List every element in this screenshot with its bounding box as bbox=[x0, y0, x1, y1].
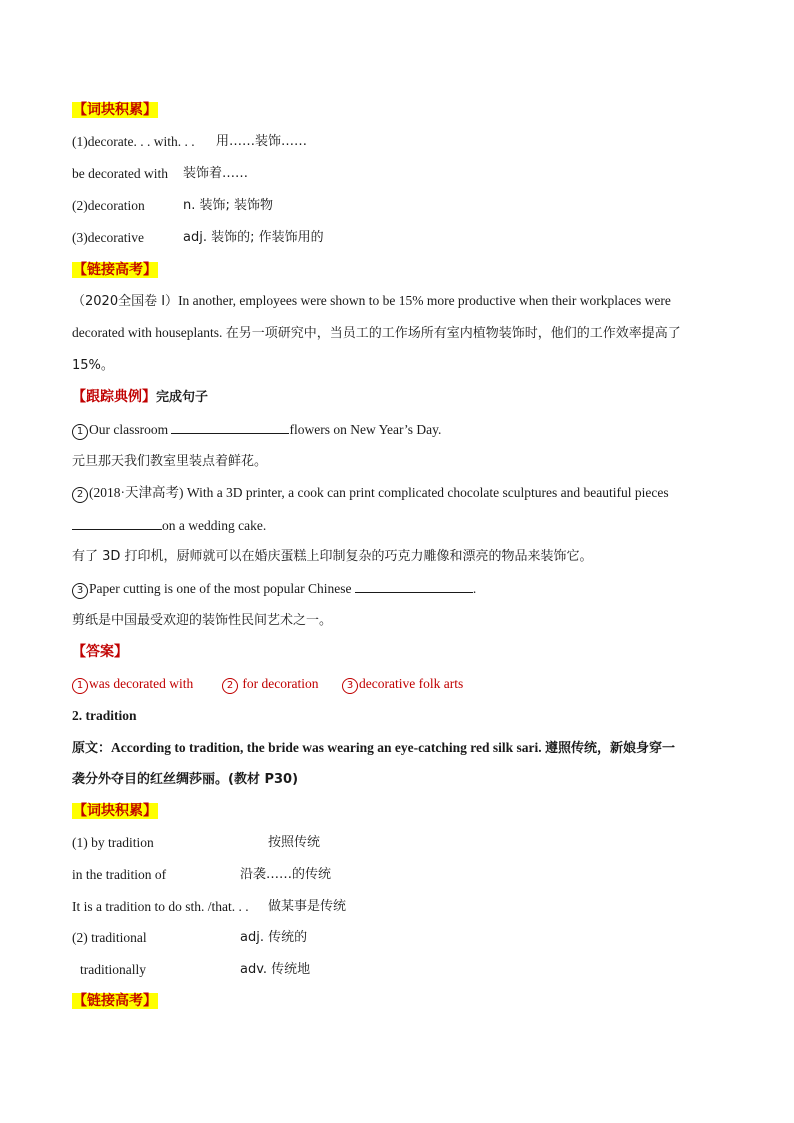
answer-blank[interactable] bbox=[171, 420, 289, 434]
vocab-tag-label: 【词块积累】 bbox=[73, 803, 157, 819]
original-line-2 bbox=[72, 770, 298, 789]
vocab-cn: 装饰着…… bbox=[183, 166, 249, 181]
q1-cn: 元旦那天我们教室里装点着鲜花。 bbox=[72, 454, 268, 469]
vocab-cn: adj. 传统的 bbox=[240, 930, 308, 945]
exam-line-1 bbox=[72, 292, 671, 311]
original-line-1 bbox=[72, 739, 675, 758]
vocab-en: in the tradition of bbox=[72, 867, 167, 882]
vocab-cn: n. 装饰; 装饰物 bbox=[183, 198, 274, 213]
vocab-en: traditionally bbox=[80, 962, 146, 977]
circled-number: 1 bbox=[72, 424, 88, 440]
question-1 bbox=[72, 420, 441, 440]
vocab-cn: adv. 传统地 bbox=[240, 962, 311, 977]
q2-after: on a wedding cake. bbox=[162, 518, 267, 533]
track-tag-label: 【跟踪典例】 bbox=[72, 389, 156, 405]
answer-text: for decoration bbox=[242, 676, 319, 691]
vocab-tag bbox=[72, 802, 158, 820]
circled-number: 1 bbox=[72, 678, 88, 694]
vocab-item bbox=[72, 197, 274, 215]
answer-line bbox=[72, 675, 464, 694]
answer-blank[interactable] bbox=[355, 579, 473, 593]
vocab-item bbox=[72, 834, 321, 852]
section-heading: 2. tradition bbox=[72, 708, 137, 723]
vocab-item bbox=[72, 165, 249, 183]
exam-en-1: In another, employees were shown to be 15% more productive when their workplaces were bbox=[178, 293, 671, 308]
vocab-en: (2)decoration bbox=[72, 198, 145, 213]
exam-cn-3: 15%。 bbox=[72, 358, 114, 373]
exam-source: （2020全国卷 I） bbox=[72, 294, 179, 309]
answer-blank[interactable] bbox=[72, 516, 162, 530]
q3-after: . bbox=[472, 581, 477, 596]
exam-tag-label: 【链接高考】 bbox=[73, 262, 157, 278]
vocab-en: (1)decorate. . . with. . . bbox=[72, 134, 195, 149]
exam-tag-label: 【链接高考】 bbox=[73, 993, 157, 1009]
vocab-en: It is a tradition to do sth. /that. . . bbox=[72, 899, 249, 914]
orig-en: According to tradition, the bride was wearing an eye-catching red silk sari. bbox=[111, 740, 542, 755]
exam-tag bbox=[72, 261, 158, 279]
orig-label: 原文： bbox=[72, 741, 112, 756]
q3-before: Paper cutting is one of the most popular Chinese bbox=[89, 581, 352, 596]
answer-item bbox=[222, 675, 318, 694]
answer-tag bbox=[72, 643, 128, 661]
vocab-item bbox=[72, 929, 308, 947]
answer-tag-label: 【答案】 bbox=[72, 644, 128, 660]
answer-text: decorative folk arts bbox=[359, 676, 464, 691]
question-1-cn bbox=[72, 452, 267, 471]
exam-cn-2: 在另一项研究中，当员工的工作场所有室内植物装饰时，他们的工作效率提高了 bbox=[225, 326, 681, 341]
answer-item bbox=[72, 676, 193, 691]
circled-number: 3 bbox=[342, 678, 358, 694]
vocab-item bbox=[80, 961, 311, 979]
q2-text: (2018·天津高考) With a 3D printer, a cook can print complicated chocolate sculptures and beautiful pieces bbox=[89, 485, 669, 500]
exam-en-2: decorated with houseplants. bbox=[72, 325, 223, 340]
q2-cn: 有了 3D 打印机，厨师就可以在婚庆蛋糕上印制复杂的巧克力雕像和漂亮的物品来装饰它。 bbox=[72, 549, 593, 564]
vocab-cn: adj. 装饰的; 作装饰用的 bbox=[183, 230, 324, 245]
exam-tag bbox=[72, 992, 158, 1010]
vocab-item bbox=[72, 133, 308, 151]
track-tag bbox=[72, 388, 208, 407]
exam-line-3 bbox=[72, 356, 114, 375]
vocab-en: (1) by tradition bbox=[72, 835, 154, 850]
circled-number: 2 bbox=[222, 678, 238, 694]
circled-number: 3 bbox=[72, 583, 88, 599]
track-task: 完成句子 bbox=[156, 390, 209, 405]
vocab-en: (2) traditional bbox=[72, 930, 147, 945]
answer-item bbox=[342, 675, 463, 694]
vocab-cn: 用……装饰…… bbox=[216, 134, 308, 149]
orig-cn-2: 袭分外夺目的红丝绸莎丽。(教材 P30) bbox=[72, 772, 299, 787]
question-2-cn bbox=[72, 547, 593, 566]
vocab-cn: 按照传统 bbox=[268, 835, 321, 850]
vocab-item bbox=[72, 229, 324, 247]
q1-before: Our classroom bbox=[89, 422, 169, 437]
question-3-cn bbox=[72, 611, 332, 630]
question-3 bbox=[72, 579, 476, 599]
vocab-cn: 做某事是传统 bbox=[268, 899, 347, 914]
exam-line-2 bbox=[72, 324, 681, 343]
answer-text: was decorated with bbox=[89, 676, 194, 691]
vocab-cn: 沿袭……的传统 bbox=[240, 867, 332, 882]
question-2 bbox=[72, 484, 669, 503]
vocab-en: (3)decorative bbox=[72, 230, 144, 245]
vocab-tag bbox=[72, 101, 158, 119]
q3-cn: 剪纸是中国最受欢迎的装饰性民间艺术之一。 bbox=[72, 613, 333, 628]
q1-after: flowers on New Year’s Day. bbox=[289, 422, 442, 437]
vocab-item bbox=[72, 866, 332, 884]
vocab-tag-label: 【词块积累】 bbox=[73, 102, 157, 118]
orig-cn-1: 遵照传统，新娘身穿一 bbox=[545, 741, 676, 756]
circled-number: 2 bbox=[72, 487, 88, 503]
question-2-cont bbox=[72, 516, 266, 535]
vocab-en: be decorated with bbox=[72, 166, 168, 181]
vocab-item bbox=[72, 898, 347, 916]
